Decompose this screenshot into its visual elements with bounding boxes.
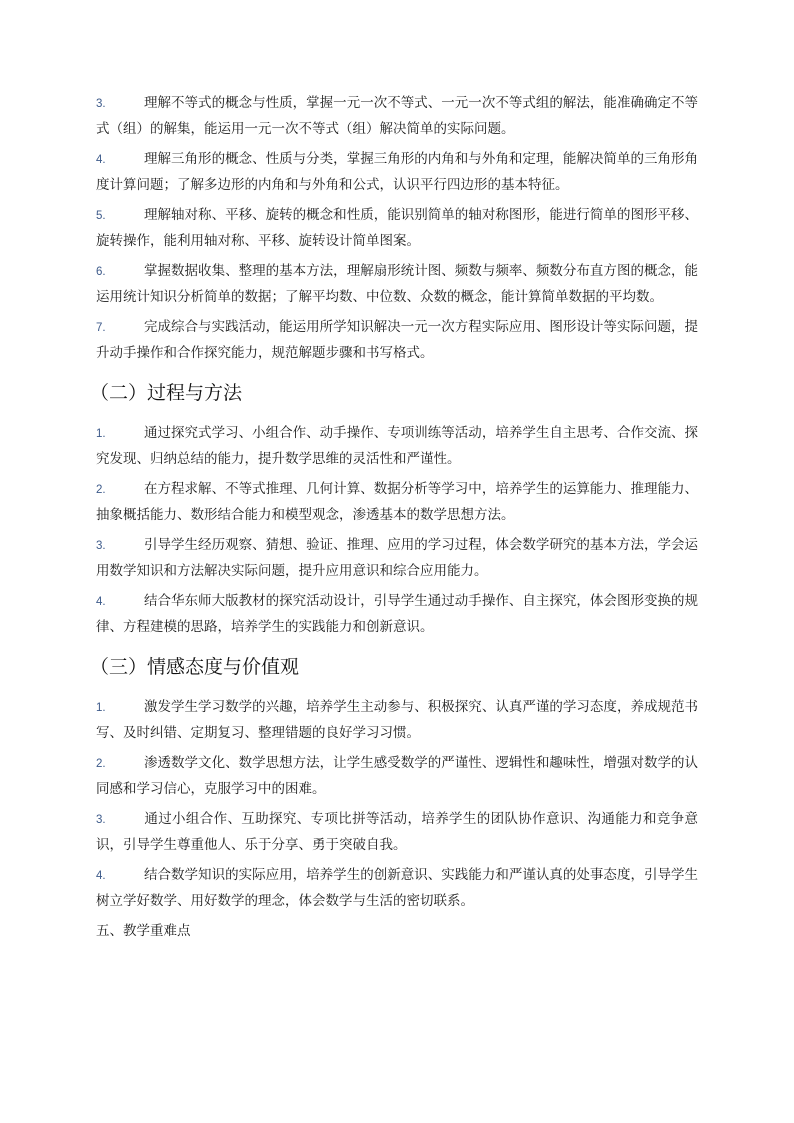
list-item bbox=[96, 695, 698, 745]
item-number: 3. bbox=[96, 98, 106, 110]
item-number: 4. bbox=[96, 154, 106, 166]
item-number: 7. bbox=[96, 322, 106, 334]
item-text: 完成综合与实践活动，能运用所学知识解决一元一次方程实际应用、图形设计等实际问题，提升动手操作和合作探究能力，规范解题步骤和书写格式。 bbox=[96, 319, 698, 361]
item-number: 4. bbox=[96, 596, 106, 608]
section-heading-process: （二）过程与方法 bbox=[90, 382, 243, 404]
list-item bbox=[96, 589, 698, 639]
item-text: 渗透数学文化、数学思想方法，让学生感受数学的严谨性、逻辑性和趣味性，增强对数学的认同感和学习信心，克服学习中的困难。 bbox=[96, 755, 698, 797]
item-text: 理解三角形的概念、性质与分类，掌握三角形的内角和与外角和定理，能解决简单的三角形角度计算问题；了解多边形的内角和与外角和公式，认识平行四边形的基本特征。 bbox=[96, 151, 698, 193]
list-item bbox=[96, 315, 698, 365]
item-number: 2. bbox=[96, 758, 106, 770]
item-number: 1. bbox=[96, 702, 106, 714]
item-text: 理解不等式的概念与性质，掌握一元一次不等式、一元一次不等式组的解法，能准确确定不等式（组）的解集，能运用一元一次不等式（组）解决简单的实际问题。 bbox=[96, 95, 698, 137]
section-heading-attitude: （三）情感态度与价值观 bbox=[90, 656, 300, 678]
list-item bbox=[96, 147, 698, 197]
item-text: 引导学生经历观察、猜想、验证、推理、应用的学习过程，体会数学研究的基本方法，学会运用数学知识和方法解决实际问题，提升应用意识和综合应用能力。 bbox=[96, 537, 698, 579]
list-item bbox=[96, 751, 698, 801]
list-item bbox=[96, 203, 698, 253]
item-number: 6. bbox=[96, 266, 106, 278]
item-number: 4. bbox=[96, 870, 106, 882]
process-list bbox=[96, 421, 698, 639]
item-text: 激发学生学习数学的兴趣，培养学生主动参与、积极探究、认真严谨的学习态度，养成规范书写、及时纠错、定期复习、整理错题的良好学习习惯。 bbox=[96, 699, 698, 741]
item-number: 1. bbox=[96, 428, 106, 440]
list-item bbox=[96, 421, 698, 471]
item-number: 3. bbox=[96, 540, 106, 552]
item-text: 理解轴对称、平移、旋转的概念和性质，能识别简单的轴对称图形，能进行简单的图形平移、旋转操作，能利用轴对称、平移、旋转设计简单图案。 bbox=[96, 207, 698, 249]
item-text: 通过小组合作、互助探究、专项比拼等活动，培养学生的团队协作意识、沟通能力和竞争意识，引导学生尊重他人、乐于分享、勇于突破自我。 bbox=[96, 811, 698, 853]
item-text: 掌握数据收集、整理的基本方法，理解扇形统计图、频数与频率、频数分布直方图的概念，能运用统计知识分析简单的数据；了解平均数、中位数、众数的概念，能计算简单数据的平均数。 bbox=[96, 263, 698, 305]
item-text: 结合华东师大版教材的探究活动设计，引导学生通过动手操作、自主探究，体会图形变换的规律、方程建模的思路，培养学生的实践能力和创新意识。 bbox=[96, 593, 698, 635]
list-item bbox=[96, 533, 698, 583]
item-text: 在方程求解、不等式推理、几何计算、数据分析等学习中，培养学生的运算能力、推理能力、抽象概括能力、数形结合能力和模型观念，渗透基本的数学思想方法。 bbox=[96, 481, 698, 523]
item-text: 通过探究式学习、小组合作、动手操作、专项训练等活动，培养学生自主思考、合作交流、探究发现、归纳总结的能力，提升数学思维的灵活性和严谨性。 bbox=[96, 425, 698, 467]
item-number: 3. bbox=[96, 814, 106, 826]
list-item bbox=[96, 91, 698, 141]
item-number: 2. bbox=[96, 484, 106, 496]
attitude-list bbox=[96, 695, 698, 913]
closing-heading: 五、教学重难点 bbox=[96, 923, 191, 939]
list-item bbox=[96, 259, 698, 309]
list-item bbox=[96, 863, 698, 913]
list-item bbox=[96, 807, 698, 857]
item-number: 5. bbox=[96, 210, 106, 222]
knowledge-list bbox=[96, 91, 698, 365]
item-text: 结合数学知识的实际应用，培养学生的创新意识、实践能力和严谨认真的处事态度，引导学生树立学好数学、用好数学的理念，体会数学与生活的密切联系。 bbox=[96, 867, 698, 909]
list-item bbox=[96, 477, 698, 527]
